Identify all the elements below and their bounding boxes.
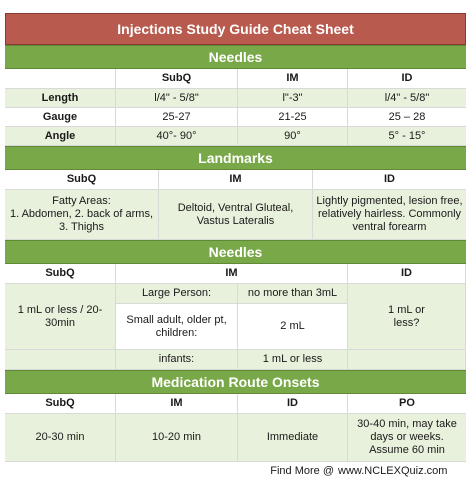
table-cell: 20-30 min bbox=[5, 414, 116, 462]
table-cell: l/4" - 5/8" bbox=[348, 89, 466, 108]
table-cell: 25-27 bbox=[116, 108, 238, 127]
table-cell: 21-25 bbox=[238, 108, 348, 127]
table-cell: 2 mL bbox=[238, 304, 348, 350]
column-header: IM bbox=[238, 69, 348, 89]
table-cell: 30-40 min, may take days or weeks. Assume 60 min bbox=[348, 414, 466, 462]
column-header: PO bbox=[348, 394, 466, 414]
page-title: Injections Study Guide Cheat Sheet bbox=[5, 13, 466, 45]
table-cell: Small adult, older pt, children: bbox=[116, 304, 238, 350]
row-label: Gauge bbox=[5, 108, 116, 127]
table-row bbox=[5, 89, 466, 108]
table-row bbox=[5, 190, 466, 240]
footer-link[interactable]: www.NCLEXQuiz.com bbox=[338, 465, 448, 477]
table-cell: Deltoid, Ventral Gluteal, Vastus Lateralis bbox=[159, 190, 313, 240]
section-heading-needles-volume: Needles bbox=[5, 240, 466, 264]
landmarks-header-row bbox=[5, 170, 466, 190]
table-cell: 25 – 28 bbox=[348, 108, 466, 127]
row-label: Angle bbox=[5, 127, 116, 146]
table-cell: 40°- 90° bbox=[116, 127, 238, 146]
table-cell: infants: bbox=[116, 350, 238, 370]
empty-cell bbox=[5, 350, 116, 370]
needles-header-row bbox=[5, 69, 466, 89]
column-header: SubQ bbox=[5, 264, 116, 284]
section-heading-onsets: Medication Route Onsets bbox=[5, 370, 466, 394]
onsets-header-row bbox=[5, 394, 466, 414]
row-label: Length bbox=[5, 89, 116, 108]
section-heading-needles: Needles bbox=[5, 45, 466, 69]
table-cell: Lightly pigmented, lesion free, relatively hairless. Commonly ventral forearm bbox=[313, 190, 466, 240]
cheat-sheet bbox=[5, 13, 466, 480]
section-heading-landmarks: Landmarks bbox=[5, 146, 466, 170]
table-cell: Large Person: bbox=[116, 284, 238, 304]
table-cell: Immediate bbox=[238, 414, 348, 462]
column-header: SubQ bbox=[116, 69, 238, 89]
column-header: ID bbox=[313, 170, 466, 190]
footer bbox=[5, 462, 466, 480]
footer-text: Find More @ bbox=[270, 465, 334, 477]
column-header: SubQ bbox=[5, 394, 116, 414]
table-cell: 1 mL or less / 20- 30min bbox=[5, 284, 116, 350]
table-row bbox=[5, 108, 466, 127]
column-header: IM bbox=[116, 394, 238, 414]
table-cell: 90° bbox=[238, 127, 348, 146]
column-header: SubQ bbox=[5, 170, 159, 190]
table-cell: 10-20 min bbox=[116, 414, 238, 462]
table-cell: 1 mL or less bbox=[238, 350, 348, 370]
column-header: ID bbox=[238, 394, 348, 414]
table-cell: no more than 3mL bbox=[238, 284, 348, 304]
table-row bbox=[5, 414, 466, 462]
column-header: ID bbox=[348, 69, 466, 89]
volume-table bbox=[5, 264, 466, 370]
column-header: IM bbox=[116, 264, 348, 284]
table-cell: 1 mL or less? bbox=[348, 284, 466, 350]
table-cell: Fatty Areas: 1. Abdomen, 2. back of arms, 3. Thighs bbox=[5, 190, 159, 240]
table-row bbox=[5, 127, 466, 146]
empty-cell bbox=[348, 350, 466, 370]
empty-header-cell bbox=[5, 69, 116, 89]
table-cell: l"-3" bbox=[238, 89, 348, 108]
table-cell: l/4" - 5/8" bbox=[116, 89, 238, 108]
column-header: ID bbox=[348, 264, 466, 284]
table-cell: 5° - 15° bbox=[348, 127, 466, 146]
column-header: IM bbox=[159, 170, 313, 190]
